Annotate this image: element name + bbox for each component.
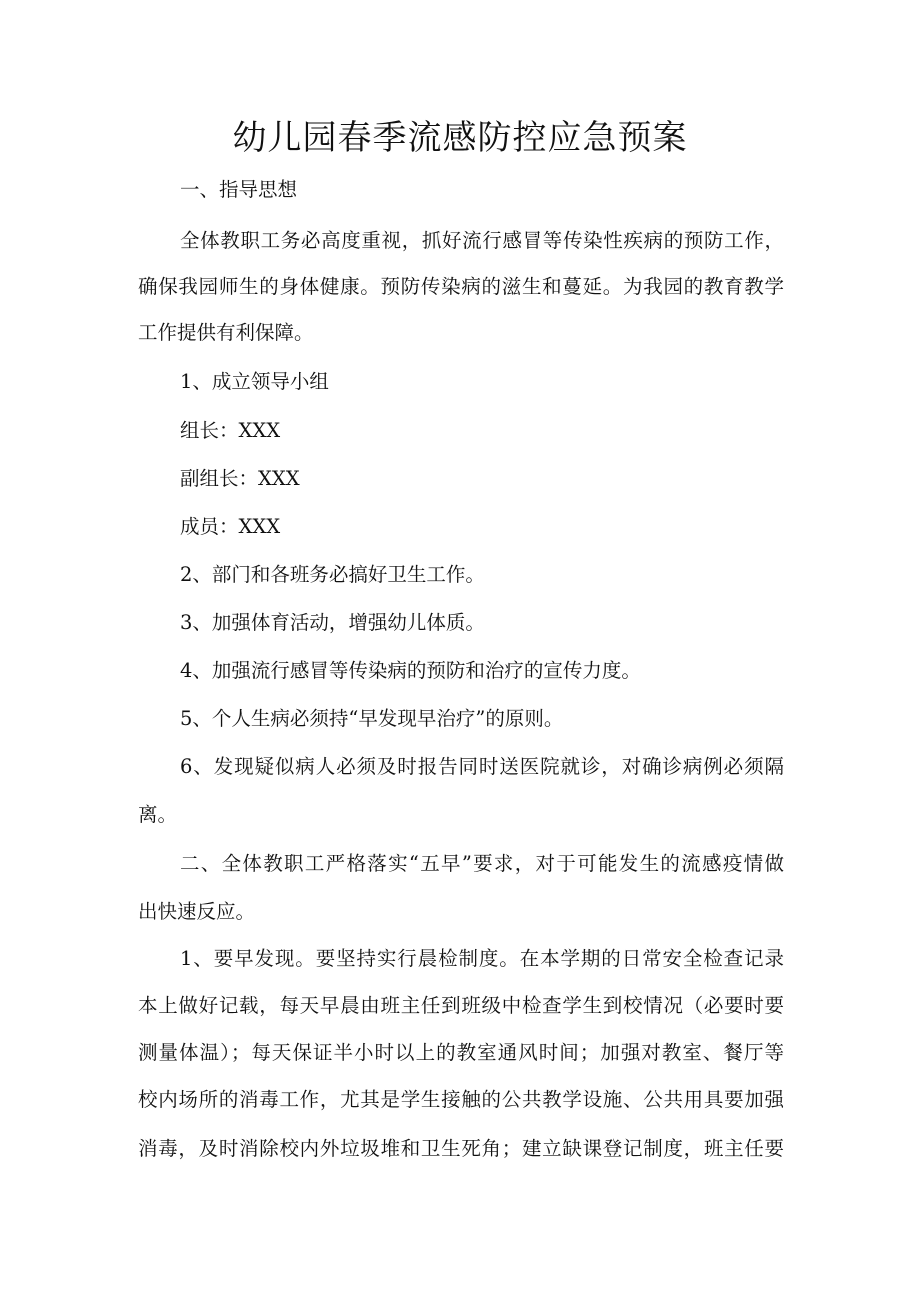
section-heading-guiding-ideology: 一、指导思想 — [180, 178, 298, 201]
paragraph-line: 校内场所的消毒工作，尤其是学生接触的公共教学设施、公共用具要加强 — [138, 1088, 784, 1111]
list-item-early-treatment: 5、个人生病必须持“早发现早治疗”的原则。 — [180, 707, 564, 730]
list-item-early-detection: 1、要早发现。要坚持实行晨检制度。在本学期的日常安全检查记录 — [180, 947, 784, 970]
paragraph-line: 本上做好记载，每天早晨由班主任到班级中检查学生到校情况（必要时要 — [138, 994, 784, 1017]
list-item-leading-group: 1、成立领导小组 — [180, 370, 329, 393]
paragraph-line: 全体教职工务必高度重视，抓好流行感冒等传染性疾病的预防工作， — [180, 229, 784, 252]
list-item-suspected-cases: 6、发现疑似病人必须及时报告同时送医院就诊，对确诊病例必须隔 — [180, 755, 784, 778]
deputy-leader-line: 副组长：XXX — [180, 467, 300, 490]
paragraph-line: 出快速反应。 — [138, 900, 256, 923]
paragraph-line: 消毒，及时消除校内外垃圾堆和卫生死角；建立缺课登记制度，班主任要 — [138, 1137, 784, 1160]
document-title: 幼儿园春季流感防控应急预案 — [232, 118, 688, 158]
list-item-hygiene: 2、部门和各班务必搞好卫生工作。 — [180, 563, 485, 586]
paragraph-line: 测量体温）；每天保证半小时以上的教室通风时间；加强对教室、餐厅等 — [138, 1041, 784, 1064]
list-item-publicity: 4、加强流行感冒等传染病的预防和治疗的宣传力度。 — [180, 659, 641, 682]
paragraph-line: 工作提供有利保障。 — [138, 321, 314, 344]
paragraph-line: 确保我园师生的身体健康。预防传染病的滋生和蔓延。为我园的教育教学 — [138, 275, 784, 298]
paragraph-line: 离。 — [138, 803, 178, 826]
members-line: 成员：XXX — [180, 515, 281, 538]
list-item-physical-activity: 3、加强体育活动，增强幼儿体质。 — [180, 611, 485, 634]
section-heading-five-early: 二、全体教职工严格落实“五早”要求，对于可能发生的流感疫情做 — [180, 852, 784, 875]
group-leader-line: 组长：XXX — [180, 419, 281, 442]
